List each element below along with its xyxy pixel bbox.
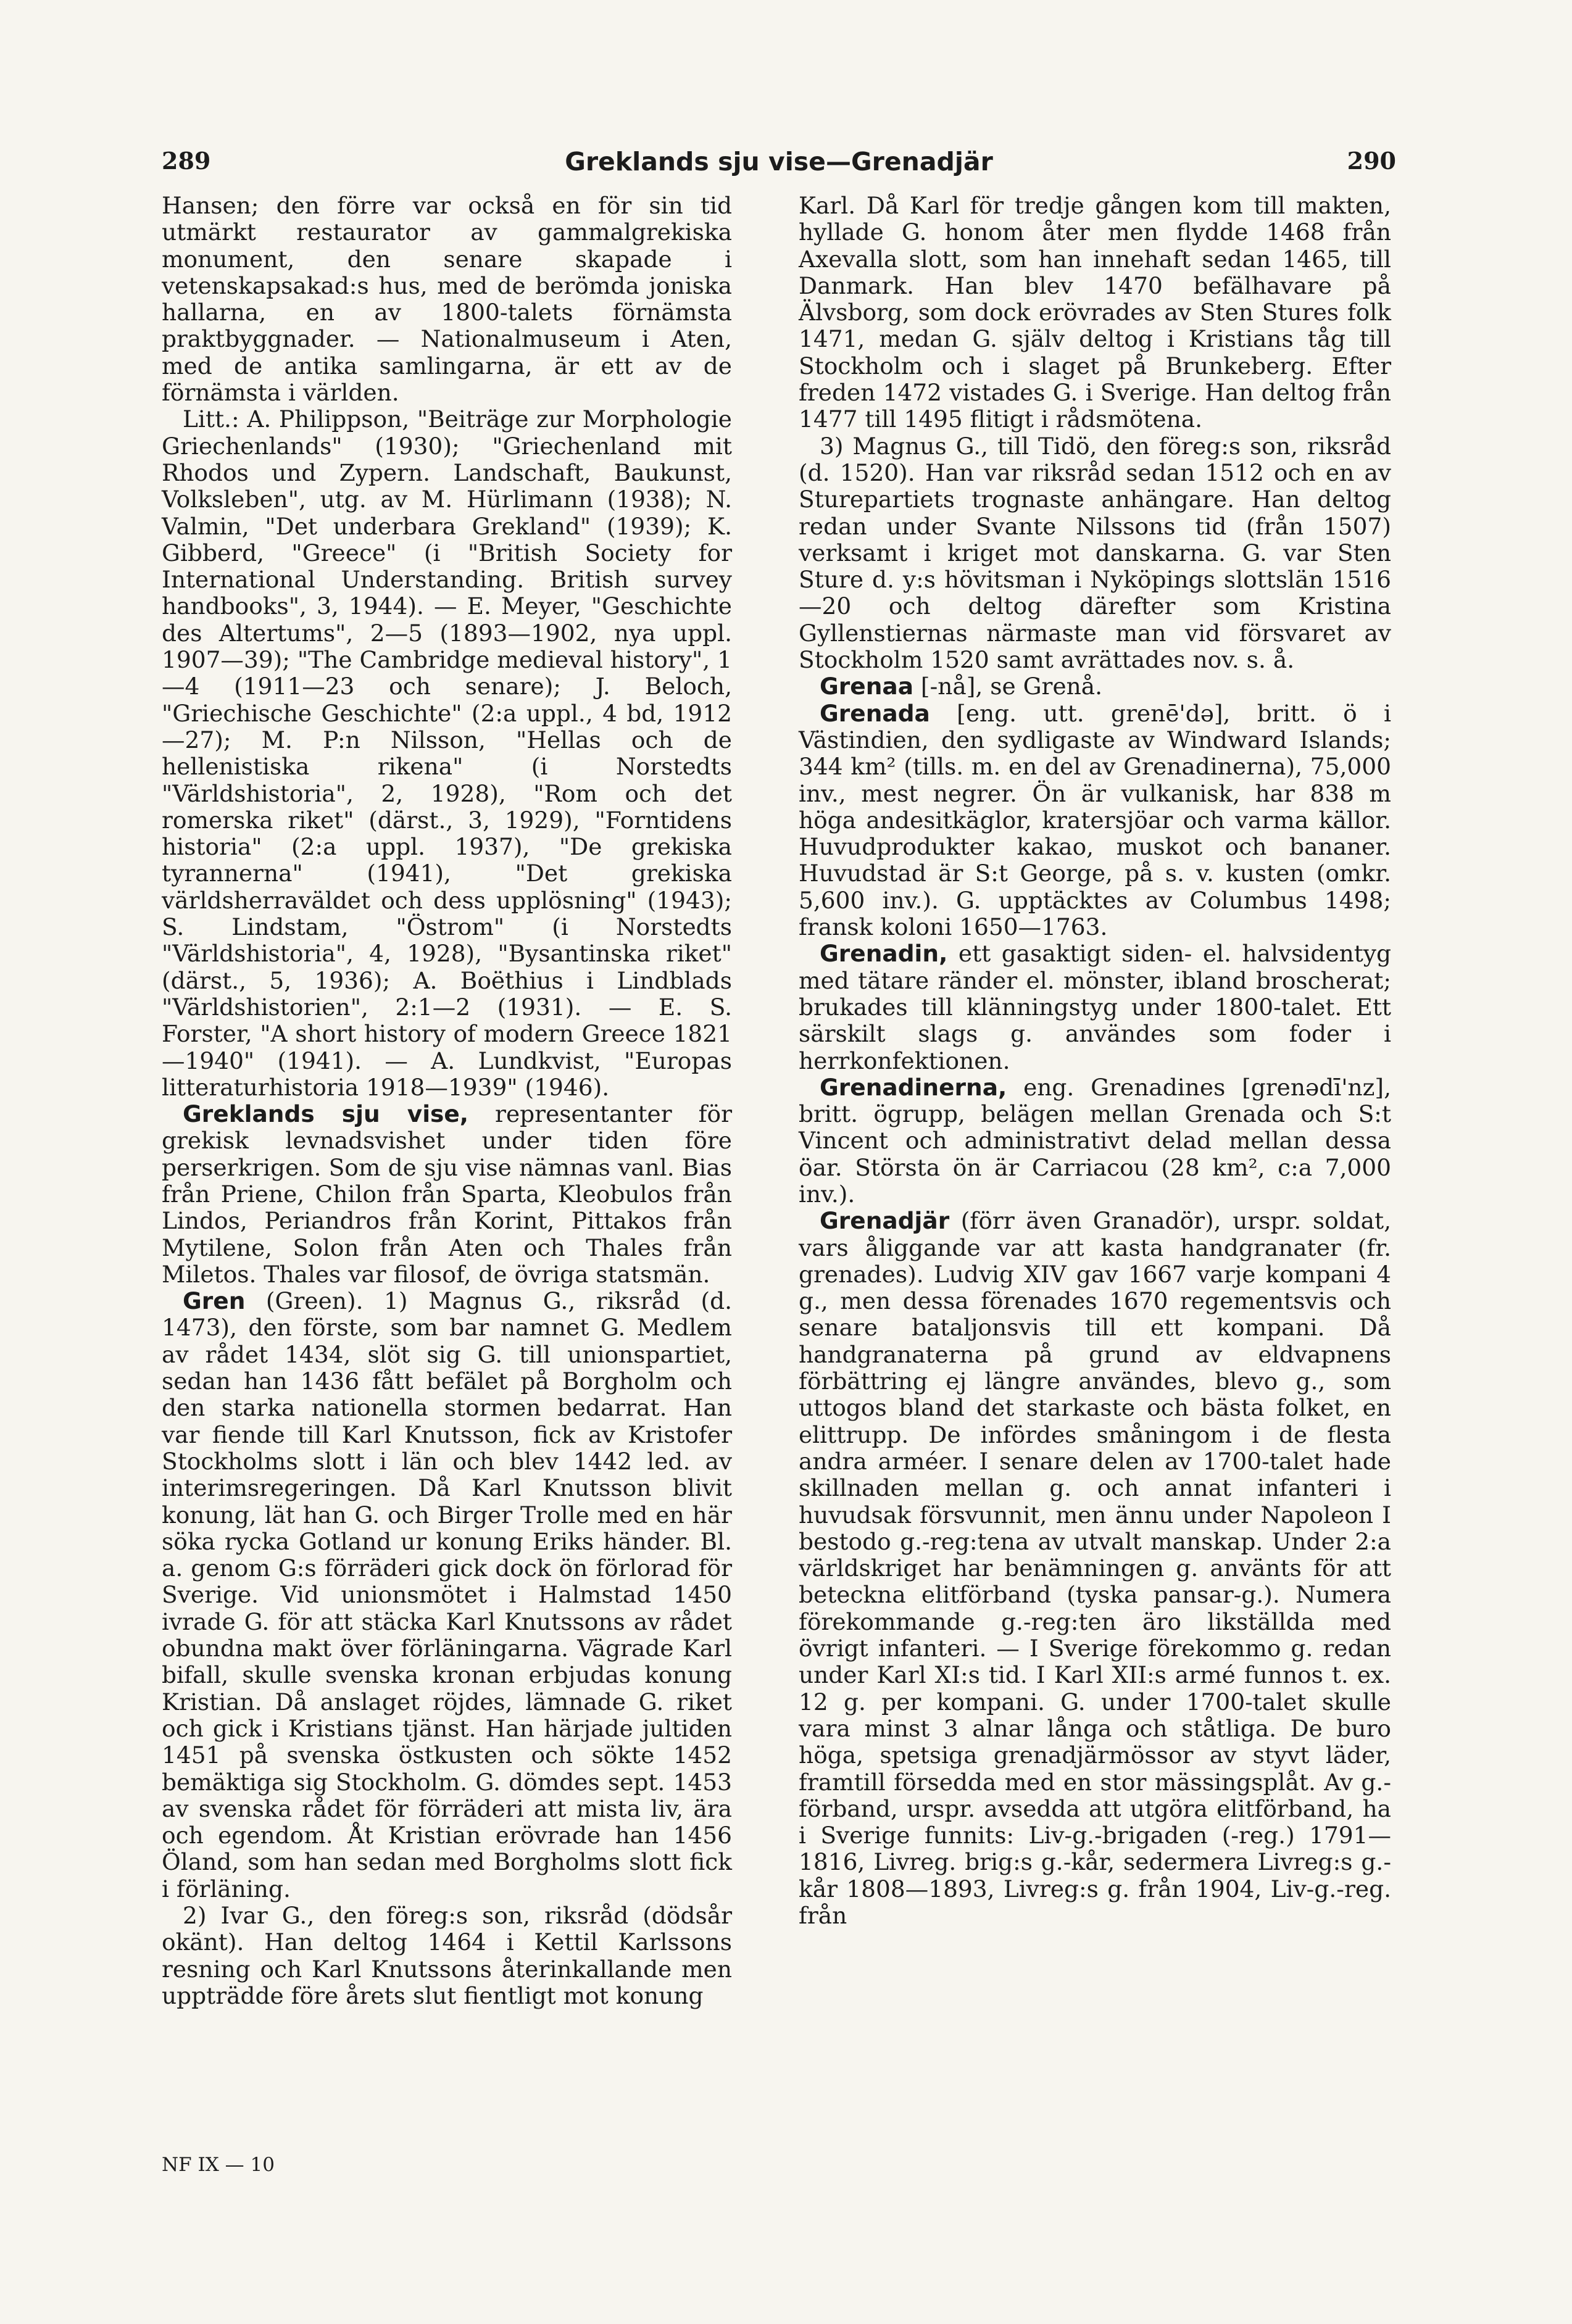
printer-signature: NF IX — 10 — [162, 2154, 275, 2176]
running-title: Greklands sju vise—Grenadjär — [565, 147, 993, 176]
article-paragraph — [162, 193, 732, 406]
running-header — [162, 147, 1396, 184]
article-text: Karl. Då Karl för tredje gången kom till makten, hyllade G. honom åter men flydde 1468 från Axevalla slott, som han innehaft sedan 1465, till Danmark. Han blev 1470 befälhavare på Älvsborg, som dock erövrades av Sten Stures folk 1471, medan G. själv deltog i Kristians tåg till Stockholm och i slaget på Brunkeberg. Efter freden 1472 vistades G. i Sverige. Han deltog från 1477 till 1495 flitigt i rådsmötena. — [799, 192, 1391, 433]
article-paragraph — [162, 1101, 732, 1288]
article-paragraph — [162, 1903, 732, 2009]
article-text: 2) Ivar G., den föreg:s son, riksråd (dödsår okänt). Han deltog 1464 i Kettil Karlssons resning och Karl Knutssons återinkallande men uppträdde före årets slut fientligt mot konung — [162, 1902, 732, 2009]
page-number-right: 290 — [1347, 147, 1396, 175]
page-number-left: 289 — [162, 147, 211, 175]
article-text: eng. Grenadines [grenədī'nz], britt. ögrupp, belägen mellan Grenada och S:t Vincent och administrativt delad mellan dessa öar. Största ön är Carriacou (28 km², c:a 7,000 inv.). — [799, 1073, 1391, 1208]
article-text: ett gasaktigt siden- el. halvsidentyg med tätare ränder el. mönster, ibland broscherat; brukades till klänningstyg under 1800-talet. Ett särskilt slags g. användes som foder i herrkonfektionen. — [799, 940, 1391, 1074]
article-paragraph — [162, 406, 732, 1101]
article-text: representanter för grekisk levnadsvishet under tiden före perserkrigen. Som de sju vise nämnas vanl. Bias från Priene, Chilon från Sparta, Kleobulos från Lindos, Periandros från Korint, Pittakos från Mytilene, Solon från Aten och Thales från Miletos. Thales var filosof, de övriga statsmän. — [162, 1100, 732, 1288]
right-text-column — [799, 193, 1391, 1929]
article-headword: Greklands sju vise, — [183, 1100, 469, 1128]
article-headword: Gren — [183, 1287, 246, 1315]
article-text: [-nå], se Grenå. — [913, 673, 1103, 700]
article-headword: Grenadjär — [820, 1207, 950, 1235]
article-text: Hansen; den förre var också en för sin tid utmärkt restaurator av gammalgrekiska monument, den senare skapade i vetenskapsakad:s hus, med de berömda joniska hallarna, en av 1800-talets förnämsta praktbyggnader. — Nationalmuseum i Aten, med de antika samlingarna, är ett av de förnämsta i världen. — [162, 192, 732, 407]
article-text: (Green). 1) Magnus G., riksråd (d. 1473), den förste, som bar namnet G. Medlem av rådet 1434, slöt sig G. till unionspartiet, sedan han 1436 fått befälet på Borgholm och den starka nationella stormen bedarrat. Han var fiende till Karl Knutsson, fick av Kristofer Stockholms slott i län och blev 1442 led. av interimsregeringen. Då Karl Knutsson blivit konung, lät han G. och Birger Trolle med en här söka rycka Gotland ur konung Eriks händer. Bl. a. genom G:s förräderi gick dock ön förlorad för Sverige. Vid unionsmötet i Halmstad 1450 ivrade G. för att stäcka Karl Knutssons av rådet obundna makt över förläningarna. Vägrade Karl bifall, skulle svenska kronan erbjudas konung Kristian. Då anslaget röjdes, lämnade G. riket och gick i Kristians tjänst. Han härjade jultiden 1451 på svenska östkusten och sökte 1452 bemäktiga sig Stockholm. G. dömdes sept. 1453 av svenska rådet för förräderi att mista liv, ära och egendom. Åt Kristian erövrade han 1456 Öland, som han sedan med Borgholms slott fick i förläning. — [162, 1287, 732, 1903]
article-headword: Grenadin, — [820, 940, 948, 968]
article-text: [eng. utt. grenē'də], britt. ö i Västindien, den sydligaste av Windward Islands; 344 km² (tills. m. en del av Grenadinerna), 75,000 inv., mest negrer. Ön är vulkanisk, har 838 m höga andesitkäglor, kratersjöar och varma källor. Huvudprodukter kakao, muskot och bananer. Huvudstad är S:t George, på s. v. kusten (omkr. 5,600 inv.). G. upptäcktes av Columbus 1498; fransk koloni 1650—1763. — [799, 699, 1391, 941]
left-text-column — [162, 193, 732, 2009]
article-paragraph — [799, 673, 1391, 700]
article-paragraph — [162, 1288, 732, 1903]
article-paragraph — [799, 193, 1391, 433]
article-paragraph — [799, 1074, 1391, 1208]
article-paragraph — [799, 700, 1391, 941]
article-paragraph — [799, 940, 1391, 1074]
article-text: Litt.: A. Philippson, "Beiträge zur Morphologie Griechenlands" (1930); "Griechenland mit Rhodos und Zypern. Landschaft, Baukunst, Volksleben", utg. av M. Hürlimann (1938); N. Valmin, "Det underbara Grekland" (1939); K. Gibberd, "Greece" (i "British Society for International Understanding. British survey handbooks", 3, 1944). — E. Meyer, "Geschichte des Altertums", 2—5 (1893—1902, nya uppl. 1907—39); "The Cambridge medieval history", 1—4 (1911—23 och senare); J. Beloch, "Griechische Geschichte" (2:a uppl., 4 bd, 1912—27); M. P:n Nilsson, "Hellas och de hellenistiska rikena" (i Norstedts "Världshistoria", 2, 1928), "Rom och det romerska riket" (därst., 3, 1929), "Forntidens historia" (2:a uppl. 1937), "De grekiska tyrannerna" (1941), "Det grekiska världsherraväldet och dess upplösning" (1943); S. Lindstam, "Östrom" (i Norstedts "Världshistoria", 4, 1928), "Bysantinska riket" (därst., 5, 1936); A. Boëthius i Lindblads "Världshistorien", 2:1—2 (1931). — E. S. Forster, "A short history of modern Greece 1821—1940" (1941). — A. Lundkvist, "Europas litteraturhistoria 1918—1939" (1946). — [162, 405, 732, 1101]
article-headword: Grenada — [820, 699, 930, 727]
article-paragraph — [799, 1208, 1391, 1929]
article-headword: Grenadinerna, — [820, 1073, 1007, 1101]
article-text: (förr även Granadör), urspr. soldat, vars åliggande var att kasta handgranater (fr. grenades). Ludvig XIV gav 1667 varje kompani 4 g., men dessa förenades 1670 regementsvis och senare bataljonsvis till ett kompani. Då handgranaterna på grund av eldvapnens förbättring ej längre användes, blevo g., som uttogos bland det starkaste och bästa folket, en elittrupp. De infördes småningom i de flesta andra arméer. I senare delen av 1700-talet hade skillnaden mellan g. och annat infanteri i huvudsak försvunnit, men ännu under Napoleon I bestodo g.-reg:tena av utvalt manskap. Under 2:a världskriget har benämningen g. använts för att beteckna elitförband (tyska pansar-g.). Numera förekommande g.-reg:ten äro likställda med övrigt infanteri. — I Sverige förekommo g. redan under Karl XI:s tid. I Karl XII:s armé funnos t. ex. 12 g. per kompani. G. under 1700-talet skulle vara minst 3 alnar långa och ståtliga. De buro höga, spetsiga grenadjärmössor av styvt läder, framtill försedda med en stor mässingsplåt. Av g.-förband, urspr. avsedda att utgöra elitförband, ha i Sverige funnits: Liv-g.-brigaden (-reg.) 1791—1816, Livreg. brig:s g.-kår, sedermera Livreg:s g.-kår 1808—1893, Livreg:s g. från 1904, Liv-g.-reg. från — [799, 1207, 1391, 1929]
article-paragraph — [799, 433, 1391, 674]
article-text: 3) Magnus G., till Tidö, den föreg:s son, riksråd (d. 1520). Han var riksråd sedan 1512 och en av Sturepartiets trognaste anhängare. Han deltog redan under Svante Nilssons tid (från 1507) verksamt i kriget mot danskarna. G. var Sten Sture d. y:s hövitsman i Nyköpings slottslän 1516—20 och deltog därefter som Kristina Gyllenstiernas närmaste man vid försvaret av Stockholm 1520 samt avrättades nov. s. å. — [799, 432, 1391, 674]
article-headword: Grenaa — [820, 673, 914, 700]
